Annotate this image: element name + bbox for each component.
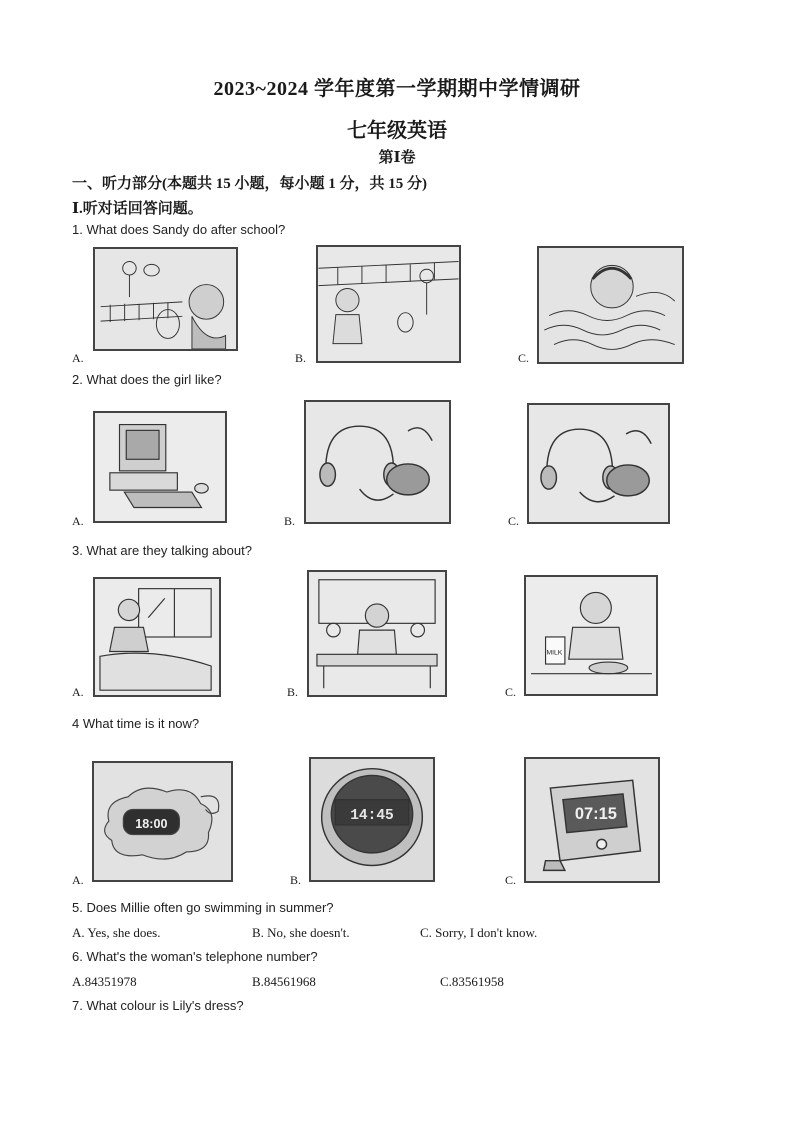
q6-option-b[interactable]: B.84561968 <box>252 974 316 989</box>
section-title: 一、听力部分(本题共 15 小题，每小题 1 分，共 15 分) <box>72 176 427 192</box>
q4-picture-a-sheep-clock[interactable] <box>92 761 233 882</box>
q3-option-b[interactable]: B. <box>287 685 299 699</box>
q2-picture-c-headphones[interactable] <box>527 403 670 524</box>
clock-a-time: 18:00 <box>135 816 168 831</box>
q3-picture-a-waking-up[interactable] <box>93 577 221 697</box>
q4-picture-c-desk-clock[interactable] <box>524 757 660 883</box>
q1-picture-a-tennis[interactable] <box>93 247 238 351</box>
q2-option-b[interactable]: B. <box>284 514 296 528</box>
swimming-illustration <box>539 248 682 362</box>
question-7: 7. What colour is Lily's dress? <box>72 998 244 1013</box>
q2-picture-b-headphones[interactable] <box>304 400 451 524</box>
headphones-illustration <box>306 402 449 522</box>
sheep-clock-illustration <box>94 763 231 880</box>
question-2: 2. What does the girl like? <box>72 372 222 387</box>
computer-illustration <box>95 413 225 521</box>
q5-option-c[interactable]: C. Sorry, I don't know. <box>420 925 538 940</box>
part-title: Ⅰ.听对话回答问题。 <box>72 201 203 217</box>
q1-option-b[interactable]: B. <box>295 351 307 365</box>
page-subtitle: 七年级英语 <box>347 120 447 142</box>
tennis-illustration <box>95 249 236 349</box>
q2-option-c[interactable]: C. <box>508 514 520 528</box>
q3-option-c[interactable]: C. <box>505 685 517 699</box>
q1-picture-c-swimming[interactable] <box>537 246 684 364</box>
question-5: 5. Does Millie often go swimming in summer? <box>72 900 334 915</box>
q2-option-a[interactable]: A. <box>72 514 84 528</box>
q4-option-c[interactable]: C. <box>505 873 517 887</box>
q6-option-a[interactable]: A.84351978 <box>72 974 137 989</box>
q1-option-a[interactable]: A. <box>72 351 84 365</box>
round-clock-illustration <box>311 759 433 880</box>
q1-option-c[interactable]: C. <box>518 351 530 365</box>
question-6: 6. What's the woman's telephone number? <box>72 949 318 964</box>
clock-b-time: 14:45 <box>350 808 394 825</box>
breakfast-illustration <box>526 577 656 694</box>
q5-option-a[interactable]: A. Yes, she does. <box>72 925 161 940</box>
page-title: 2023~2024 学年度第一学期期中学情调研 <box>213 78 581 100</box>
desk-clock-illustration <box>526 759 658 881</box>
q3-picture-c-breakfast[interactable] <box>524 575 658 696</box>
milk-label: MILK <box>546 649 563 657</box>
q2-picture-a-computer[interactable] <box>93 411 227 523</box>
question-1: 1. What does Sandy do after school? <box>72 222 286 237</box>
question-3: 3. What are they talking about? <box>72 543 252 558</box>
badminton-illustration <box>318 247 459 361</box>
q6-option-c[interactable]: C.83561958 <box>440 974 504 989</box>
volume-label: 第Ⅰ卷 <box>378 150 416 166</box>
q1-picture-b-badminton[interactable] <box>316 245 461 363</box>
q3-option-a[interactable]: A. <box>72 685 84 699</box>
clock-c-time: 07:15 <box>574 805 617 824</box>
bedroom-illustration <box>95 579 219 695</box>
q4-option-b[interactable]: B. <box>290 873 302 887</box>
q4-picture-b-round-clock[interactable] <box>309 757 435 882</box>
q3-picture-b-classroom[interactable] <box>307 570 447 697</box>
headphones-illustration-c <box>529 405 668 522</box>
question-4: 4 What time is it now? <box>72 716 200 731</box>
q4-option-a[interactable]: A. <box>72 873 84 887</box>
classroom-illustration <box>309 572 445 695</box>
q5-option-b[interactable]: B. No, she doesn't. <box>252 925 350 940</box>
